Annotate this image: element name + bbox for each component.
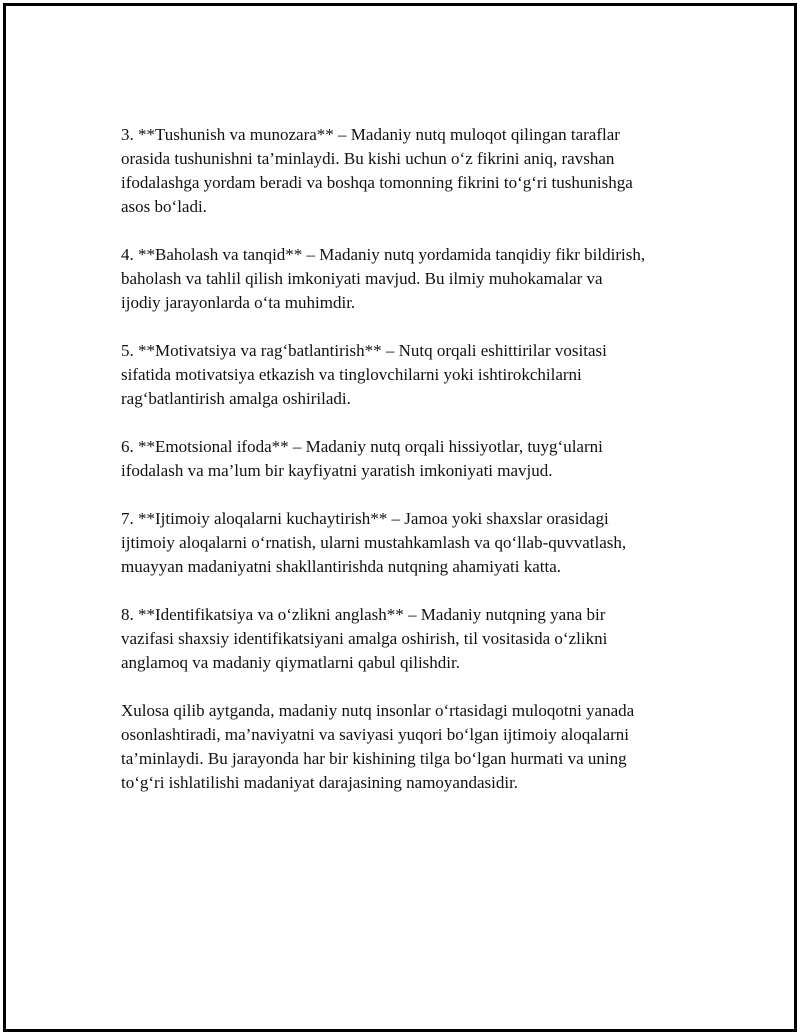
paragraph-item-3: 3. **Tushunish va munozara** – Madaniy nutq muloqot qilingan taraflar orasida tushunishni ta’minlaydi. Bu kishi uchun o‘z fikrini aniq, ravshan ifodalashga yordam beradi va boshqa tomonning fikrini to‘g‘ri tushunishga asos bo‘ladi. (121, 125, 633, 216)
document-body (121, 123, 706, 819)
paragraph-item-5: 5. **Motivatsiya va rag‘batlantirish** – Nutq orqali eshittirilar vositasi sifatida motivatsiya etkazish va tinglovchilarni yoki ishtirokchilarni rag‘batlantirish amalga oshiriladi. (121, 341, 607, 408)
page-frame (3, 3, 797, 1032)
paragraph-item-7: 7. **Ijtimoiy aloqalarni kuchaytirish** – Jamoa yoki shaxslar orasidagi ijtimoiy aloqalarni o‘rnatish, ularni mustahkamlash va qo‘llab-quvvatlash, muayyan madaniyatni shakllantirishda nutqning ahamiyati katta. (121, 509, 627, 576)
paragraph-item-6: 6. **Emotsional ifoda** – Madaniy nutq orqali hissiyotlar, tuyg‘ularni ifodalash va ma’lum bir kayfiyatni yaratish imkoniyati mavjud. (121, 437, 603, 480)
paragraph-item-4: 4. **Baholash va tanqid** – Madaniy nutq yordamida tanqidiy fikr bildirish, baholash va tahlil qilish imkoniyati mavjud. Bu ilmiy muhokamalar va ijodiy jarayonlarda o‘ta muhimdir. (121, 245, 646, 312)
conclusion-paragraph: Xulosa qilib aytganda, madaniy nutq insonlar o‘rtasidagi muloqotni yanada osonlashtiradi, ma’naviyatni va saviyasi yuqori bo‘lgan ijtimoiy aloqalarni ta’minlaydi. Bu jarayonda har bir kishining tilga bo‘lgan hurmati va uning to‘g‘ri ishlatilishi madaniyat darajasining namoyandasidir. (121, 701, 635, 792)
paragraph-item-8: 8. **Identifikatsiya va o‘zlikni anglash** – Madaniy nutqning yana bir vazifasi shaxsiy identifikatsiyani amalga oshirish, til vositasida o‘zlikni anglamoq va madaniy qiymatlarni qabul qilishdir. (121, 605, 608, 672)
